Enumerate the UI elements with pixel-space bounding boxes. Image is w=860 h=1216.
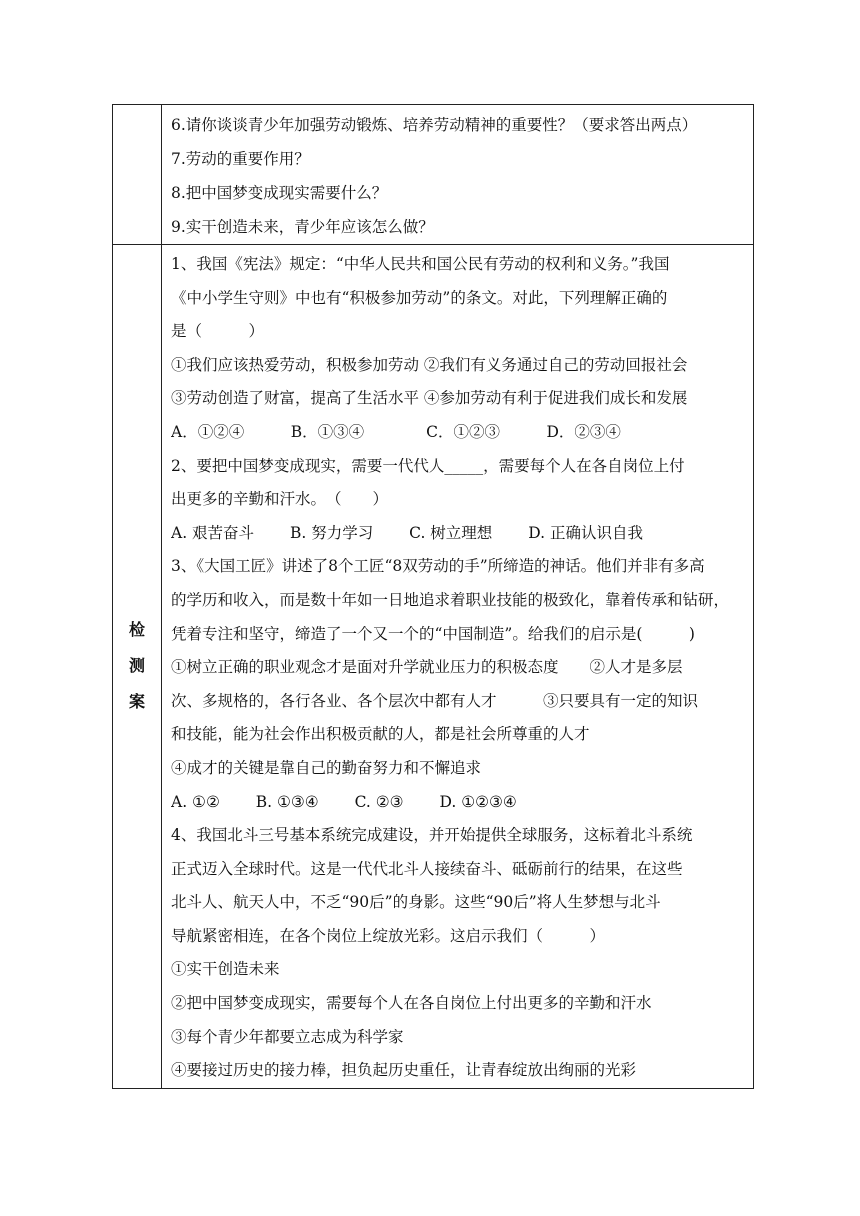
q4-stem-line-1: 4、我国北斗三号基本系统完成建设，并开始提供全球服务，这标着北斗系统: [171, 826, 693, 845]
question-9: 9.实干创造未来，青少年应该怎么做？: [171, 218, 434, 236]
test-questions-cell: [162, 245, 754, 1089]
q1-statement-line-1: ①我们应该热爱劳动，积极参加劳动 ②我们有义务通过自己的劳动回报社会: [171, 355, 688, 374]
q3-statement-line-2: 次、多规格的，各行各业、各个层次中都有人才 ③只要具有一定的知识: [171, 691, 699, 710]
q3-stem-line-3: 凭着专注和坚守，缔造了一个又一个的“中国制造”。给我们的启示是( ): [171, 624, 695, 643]
review-questions-cell: [162, 105, 754, 245]
q4-statement-3: ③每个青少年都要立志成为科学家: [171, 1027, 404, 1046]
question-7: 7.劳动的重要作用？: [171, 150, 310, 168]
worksheet-table: [112, 104, 754, 1089]
q4-statement-2: ②把中国梦变成现实，需要每个人在各自岗位上付出更多的辛勤和汗水: [171, 994, 652, 1013]
q3-stem-line-2: 的学历和收入，而是数十年如一日地追求着职业技能的极致化，靠着传承和钻研，: [171, 590, 730, 609]
q3-statement-line-4: ④成才的关键是靠自己的勤奋努力和不懈追求: [171, 758, 482, 777]
q1-statement-line-2: ③劳动创造了财富，提高了生活水平 ④参加劳动有利于促进我们成长和发展: [171, 389, 688, 408]
q3-statement-line-1: ①树立正确的职业观念才是面对升学就业压力的积极态度 ②人才是多层: [171, 658, 683, 677]
q4-stem-line-2: 正式迈入全球时代。这是一代代北斗人接续奋斗、砥砺前行的结果，在这些: [171, 859, 683, 878]
question-8: 8.把中国梦变成现实需要什么？: [171, 184, 388, 202]
q3-options: A. ①② B. ①③④ C. ②③ D. ①②③④: [171, 792, 517, 811]
q3-statement-line-3: 和技能，能为社会作出积极贡献的人，都是社会所尊重的人才: [171, 725, 590, 744]
q1-stem-line-2: 《中小学生守则》中也有“积极参加劳动”的条文。对此，下列理解正确的: [171, 288, 668, 307]
q1-stem-line-1: 1、我国《宪法》规定：“中华人民共和国公民有劳动的权利和义务。”我国: [171, 255, 670, 273]
question-6: 6.请你谈谈青少年加强劳动锻炼、培养劳动精神的重要性？（要求答出两点）: [171, 116, 698, 134]
q4-statement-4: ④要接过历史的接力棒，担负起历史重任，让青春绽放出绚丽的光彩: [171, 1061, 637, 1080]
label-char-3: 案: [128, 692, 145, 712]
q4-stem-line-4: 导航紧密相连，在各个岗位上绽放光彩。这启示我们（ ）: [171, 926, 606, 945]
test-section-label: [113, 245, 162, 1089]
label-char-2: 测: [128, 656, 145, 676]
q4-statement-1: ①实干创造未来: [171, 960, 280, 979]
review-row: [113, 105, 754, 245]
q4-stem-line-3: 北斗人、航天人中，不乏“90后”的身影。这些“90后”将人生梦想与北斗: [171, 893, 661, 912]
q2-options: A. 艰苦奋斗 B. 努力学习 C. 树立理想 D. 正确认识自我: [171, 523, 643, 542]
test-row: [113, 245, 754, 1089]
review-label-cell: [113, 105, 162, 245]
q3-stem-line-1: 3、《大国工匠》讲述了8个工匠“8双劳动的手”所缔造的神话。他们并非有多高: [171, 557, 705, 576]
q1-stem-line-3: 是（ ）: [171, 322, 265, 341]
q2-stem-line-2: 出更多的辛勤和汗水。 （ ）: [171, 490, 389, 509]
label-char-1: 检: [128, 620, 145, 640]
q2-stem-line-1: 2、要把中国梦变成现实，需要一代代人_____，需要每个人在各自岗位上付: [171, 456, 685, 475]
q1-options: A．①②④ B．①③④ C．①②③ D．②③④: [171, 422, 621, 441]
